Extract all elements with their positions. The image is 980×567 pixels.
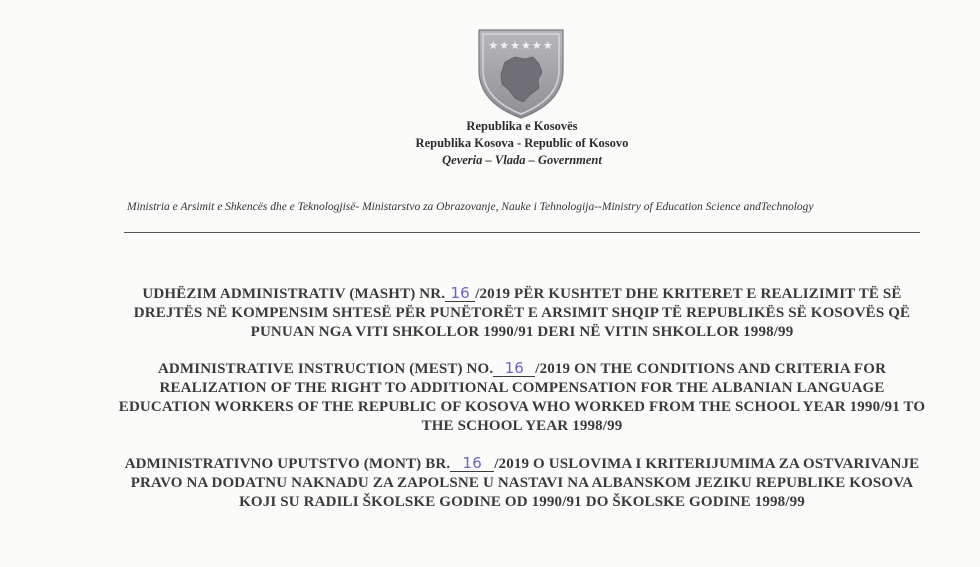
kosovo-coat-of-arms-icon — [475, 26, 567, 120]
title-serbian-suffix: /2019 O USLOVIMA I KRITERIJUMIMA ZA OSTVARIVANJE PRAVO NA DODATNU NAKNADU ZA ZAPOLSNE U NASTAVI NA ALBANSKOM JEZIKU REPUBLIKE KOSOVA KOJI SU RADILI ŠKOLSKE GODINE OD 1990/91 DO ŠKOLSKE GODINE 1998/99 — [130, 456, 920, 510]
instruction-number-albanian: 16 — [445, 286, 475, 302]
header-line-3: Qeveria – Vlada – Government — [442, 153, 602, 167]
instruction-number-english: 16 — [493, 361, 535, 377]
title-serbian-prefix: ADMINISTRATIVNO UPUTSTVO (MONT) BR. — [124, 456, 451, 472]
title-english-suffix: /2019 ON THE CONDITIONS AND CRITERIA FOR REALIZATION OF THE RIGHT TO ADDITIONAL COMPENSATION FOR THE ALBANIAN LANGUAGE EDUCATION WORKERS OF THE REPUBLIC OF KOSOVA WHO WORKED FROM THE SCHOOL YEAR 1990/91 TO THE SCHOOL YEAR 1998/99 — [118, 361, 926, 434]
ministry-line: Ministria e Arsimit e Shkencës dhe e Teknologjisë- Ministarstvo za Obrazovanje, Nauke i Tehnologija--Ministry of Education Science andTechnology — [127, 201, 814, 213]
header-line-1: Republika e Kosovës — [466, 119, 578, 133]
header-divider — [124, 232, 920, 233]
title-english-prefix: ADMINISTRATIVE INSTRUCTION (MEST) NO. — [157, 361, 494, 377]
header-line-2: Republika Kosova - Republic of Kosovo — [415, 136, 629, 150]
svg-text:★★★★★★: ★★★★★★ — [488, 39, 554, 52]
title-serbian — [116, 455, 928, 512]
title-albanian-suffix: /2019 PËR KUSHTET DHE KRITERET E REALIZIMIT TË SË DREJTËS NË KOMPENSIM SHTESË PËR PUNËTORËT E ARSIMIT SHQIP TË REPUBLIKËS SË KOSOVËS QË PUNUAN NGA VITI SHKOLLOR 1990/91 DERI NË VITIN SHKOLLOR 1998/99 — [133, 286, 911, 340]
title-albanian-prefix: UDHËZIM ADMINISTRATIV (MASHT) NR. — [142, 286, 446, 302]
title-albanian — [116, 285, 928, 342]
government-header — [0, 118, 980, 169]
title-english — [116, 360, 928, 436]
instruction-number-serbian: 16 — [450, 456, 494, 472]
